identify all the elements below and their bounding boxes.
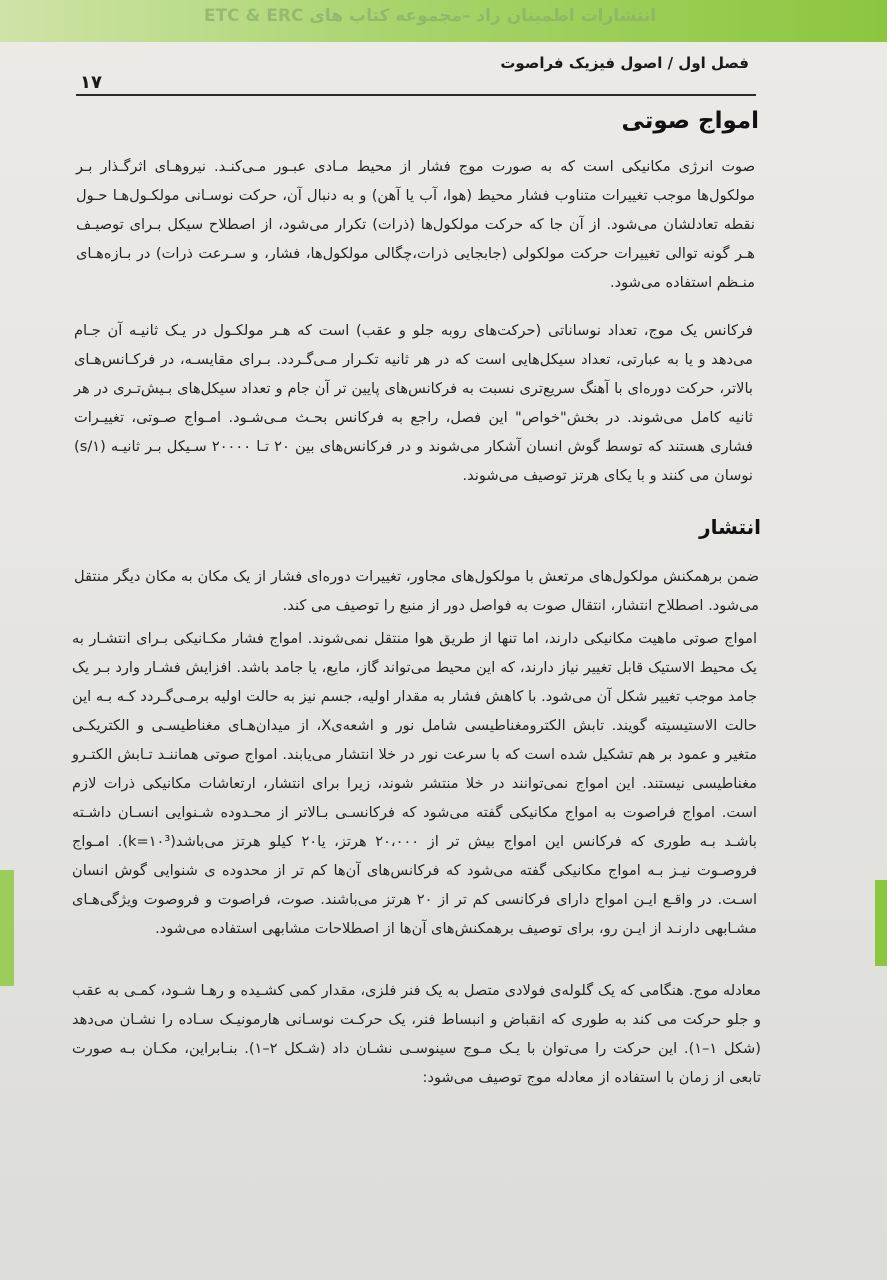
paragraph: فرکانس یک موج، تعداد نوساناتی (حرکت‌های روبه جلو و عقب) است که هـر مولکـول در یـک ثانیـه آن جـام می‌دهد و یا به عبارتی، تعداد سیکل‌هایی است که در هر ثانیه تکـرار مـی‌گـردد. بـرای مقایسـه، در فرکـانس‌هـای بالاتر، حرکت دوره‌ای با آهنگ سریع‌تری نسبت به فرکانس‌های پایین تر آن جام و تعداد سیکل‌های بـیش‌تـری در هر ثانیه کامل می‌شوند. در بخش"خواص" این فصل، راجع به فرکانس بحـث مـی‌شـود. امـواج صـوتی، تغییـرات فشاری هستند که توسط گوش انسان آشکار می‌شوند و در فرکانس‌های بین ۲۰ تـا ۲۰۰۰۰ سـیکل بـر ثانیـه (۱/s) نوسان می‌ کنند و با یکای هرتز توصیف می‌شوند. (74, 322, 753, 484)
thumb-tab-right (875, 880, 887, 966)
paragraph: ضمن برهمکنش مولکول‌های مرتعش با مولکول‌های مجاور، تغییرات دوره‌ای فشار از یک مکان به مکان دیگر منتقل می‌شود. اصطلاح انتشار، انتقال صوت به فواصل دور از منبع را توصیف می‌ کند. (74, 568, 759, 614)
paragraph: صوت انرژی مکانیکی است که به صورت موج فشار از محیط مـادی عبـور مـی‌کنـد. نیروهـای اثرگـذار بـر مولکول‌ها موجب تغییرات متناوب فشار محیط (هوا، آب یا آهن) و به دنبال آن، حرکت نوسـانی مولکـول‌هـا حـول نقطه تعادلشان می‌شود. از آن جا که حرکت مولکول‌ها (ذرات) تکرار می‌شود، از اصطلاح سیکل بـرای توصیـف هـر گونه توالی تغییرات حرکت مولکولی (جابجایی ذرات،چگالی مولکول‌ها، فشار، و سـرعت ذرات) در بـازه‌هـای منـظم استفاده می‌شود. (76, 158, 755, 291)
paragraph: امواج صوتی ماهیت مکانیکی دارند، اما تنها از طریق هوا منتقل نمی‌شوند. امواج فشار مکـانیکی بـرای انتشـار به یک محیط الاستیک قابل تغییر نیاز دارند، که این محیط می‌تواند گاز، مایع، یا جامد باشد. افزایش فشـار وارد بـر یک جامد موجب تغییر شکل آن می‌شود. با کاهش فشار به مقدار اولیه، جسم نیز به حالت اولیه برمـی‌گـردد کـه بـه این حالت الاستیسیته گویند. تابش الکترومغناطیسی شامل نور و اشعه‌یX، از میدان‌هـای مغناطیسـی و الکتریکـی متغیر و عمود بر هم تشکیل شده است که با سرعت نور در خلا انتشار می‌یابند. امواج صوتی هماننـد تـابش الکتـرو مغناطیسی نیستند. این امواج نمی‌توانند در خلا منتشر شوند، زیرا برای انتشار، ارتعاشات مکانیکی ذرات لازم است. امواج فراصوت به امواج مکانیکی گفته می‌شود که فرکانسـی بـالاتر از محـدوده شـنوایی انسـان داشـته باشـد بـه طوری که فرکانس این امواج بیش تر از ۲۰،۰۰۰ هرتز، یا۲۰ کیلو هرتز می‌باشد(k=۱۰³). امـواج فروصـوت نیـز بـه امواج مکانیکی گفته می‌شود که فرکانس‌های آن‌ها کم تر از محدوده ی شنوایی گوش انسان اسـت. در واقـع ایـن امواج دارای فرکانسی کم تر از ۲۰ هرتز می‌باشند. صوت، فراصوت و فروصوت ویژگی‌هـای مشـابهی دارنـد از ایـن رو، برای توصیف برهمکنش‌های آن‌ها از اصطلاحات مشابهی استفاده می‌شود. (72, 630, 757, 937)
header-rule (76, 94, 756, 96)
section-heading-sound-waves: امواج صوتی (621, 108, 759, 134)
section-heading-propagation: انتشار (699, 515, 761, 539)
thumb-tab-left (0, 870, 14, 986)
running-head: انتشارات اطمینان راد –مجموعه کتاب های ETC & ERC (203, 6, 657, 26)
page-number: ۱۷ (80, 72, 102, 93)
paragraph: معادله موج. هنگامی که یک گلوله‌ی فولادی متصل به یک فنر فلزی، مقدار کمی کشـیده و رهـا شـود، کمـی به عقب و جلو حرکت می‌ کند به طوری که انقباض و انبساط فنر، یک حرکـت نوسـانی هارمونیـک سـاده را نشـان می‌دهد (شکل ۱–۱). این حرکت را می‌توان با یـک مـوج سینوسـی نشـان داد (شـکل ۲–۱). بنـابراین، مکـان بـه صورت تابعی از زمان با استفاده از معادله موج توصیف می‌شود: (72, 982, 761, 1086)
chapter-title: فصل اول / اصول فیزیک فراصوت (500, 54, 749, 72)
